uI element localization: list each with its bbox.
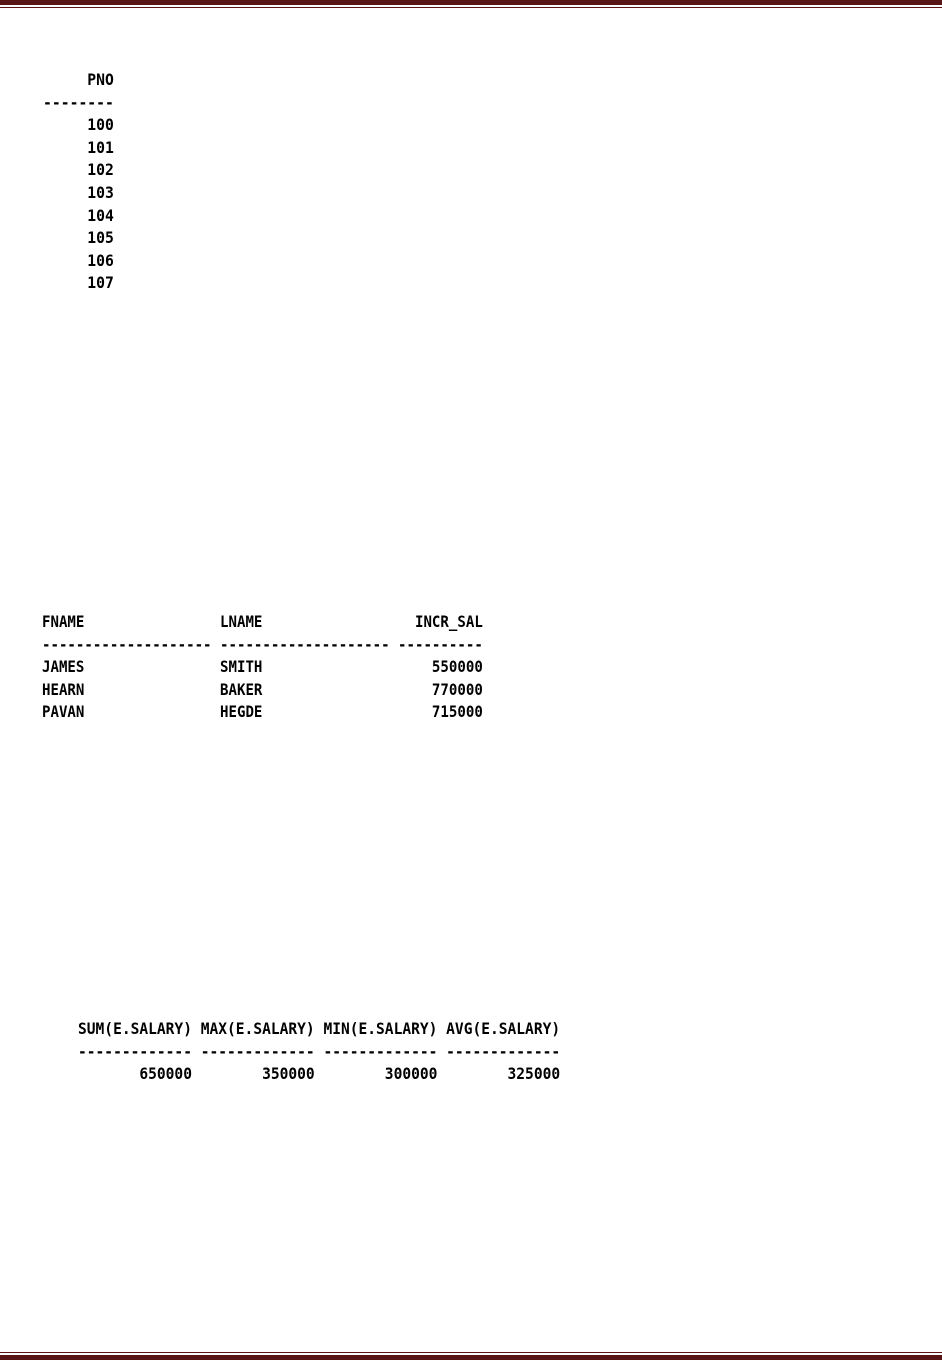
aggregate-separator: ------------- ------------- ------------- ------------- <box>78 1041 561 1061</box>
result-row: JAMES SMITH 550000 <box>42 657 483 677</box>
result-row: 650000 350000 300000 325000 <box>78 1064 561 1084</box>
salary-separator: -------------------- -------------------- ---------- <box>42 634 483 654</box>
result-row: PAVAN HEGDE 715000 <box>42 702 483 722</box>
result-row: 107 <box>43 273 114 293</box>
aggregate-column-headers: SUM(E.SALARY) MAX(E.SALARY) MIN(E.SALARY) AVG(E.SALARY) <box>78 1019 561 1038</box>
result-row: 103 <box>43 182 114 202</box>
salary-column-headers: FNAME LNAME INCR_SAL <box>42 612 483 631</box>
pno-query-output <box>43 69 114 295</box>
result-row: 105 <box>43 228 114 248</box>
aggregate-query-output <box>78 1018 560 1086</box>
salary-increase-query-output <box>42 611 483 724</box>
result-row: 102 <box>43 160 114 180</box>
pno-column-header: PNO <box>43 70 114 89</box>
header-border-rule <box>0 0 942 8</box>
pno-separator: -------- <box>43 92 114 112</box>
result-row: 106 <box>43 250 114 270</box>
result-row: 100 <box>43 115 114 135</box>
footer-border-rule <box>0 1352 942 1360</box>
result-row: 104 <box>43 205 114 225</box>
result-row: 101 <box>43 137 114 157</box>
result-row: HEARN BAKER 770000 <box>42 679 483 699</box>
